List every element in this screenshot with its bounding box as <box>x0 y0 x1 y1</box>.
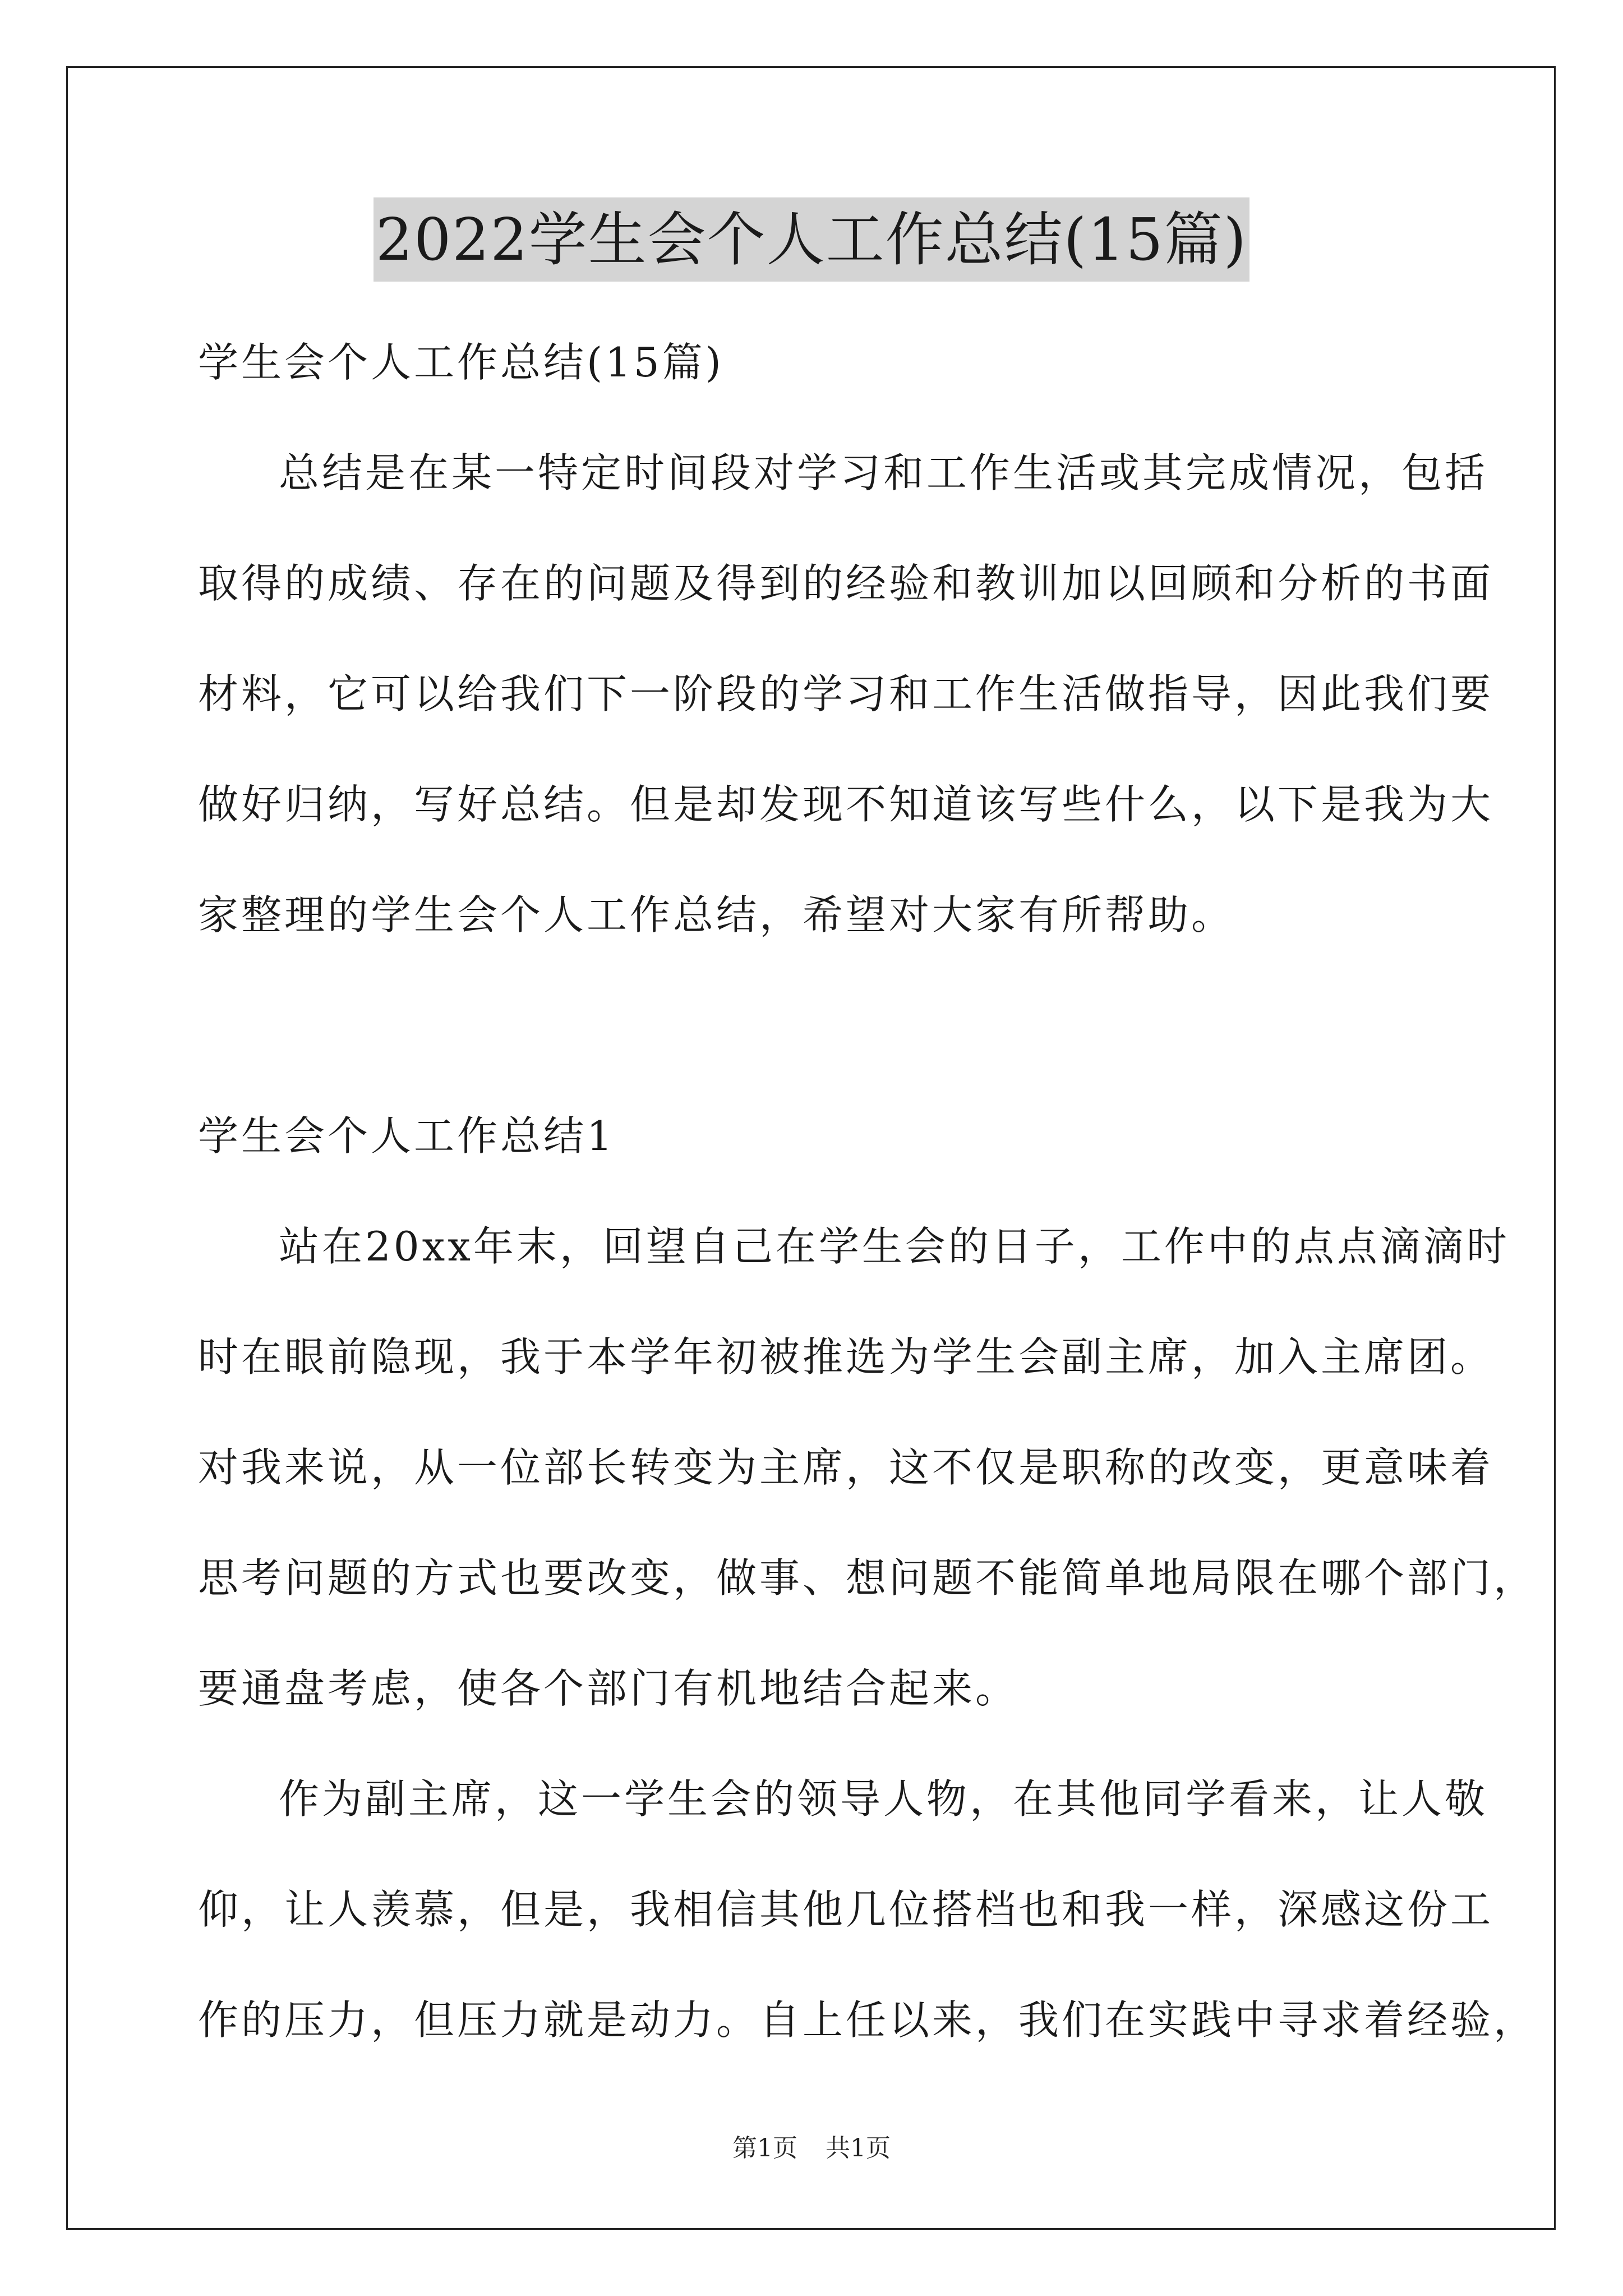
paragraph-line: 作为副主席，这一学生会的领导人物，在其他同学看来，让人敬 <box>279 1775 1488 1823</box>
intro-line: 取得的成绩、存在的问题及得到的经验和教训加以回顾和分析的书面 <box>198 560 1494 607</box>
paragraph-line: 作的压力，但压力就是动力。自上任以来，我们在实践中寻求着经验， <box>198 1996 1537 2044</box>
page-number: 第1页 <box>732 2134 797 2162</box>
intro-line: 做好归纳，写好总结。但是却发现不知道该写些什么，以下是我为大 <box>198 781 1494 828</box>
paragraph-line: 时在眼前隐现，我于本学年初被推选为学生会副主席，加入主席团。 <box>198 1333 1494 1381</box>
paragraph-line: 对我来说，从一位部长转变为主席，这不仅是职称的改变，更意味着 <box>198 1444 1494 1491</box>
title-container <box>0 197 1623 282</box>
paragraph-line: 仰，让人羡慕，但是，我相信其他几位搭档也和我一样，深感这份工 <box>198 1886 1494 1933</box>
document-body <box>198 307 1537 2076</box>
intro-line: 总结是在某一特定时间段对学习和工作生活或其完成情况，包括 <box>279 449 1488 496</box>
paragraph-line: 要通盘考虑，使各个部门有机地结合起来。 <box>198 1665 1019 1712</box>
page-total: 共1页 <box>826 2134 891 2162</box>
page-footer <box>0 2132 1623 2165</box>
intro-line: 材料，它可以给我们下一阶段的学习和工作生活做指导，因此我们要 <box>198 670 1494 717</box>
section-heading: 学生会个人工作总结1 <box>198 1112 615 1159</box>
section-spacer <box>198 970 1432 1081</box>
document-title: 2022学生会个人工作总结(15篇) <box>374 197 1249 282</box>
paragraph-line: 站在20xx年末，回望自己在学生会的日子，工作中的点点滴滴时 <box>279 1223 1510 1270</box>
intro-line: 家整理的学生会个人工作总结，希望对大家有所帮助。 <box>198 891 1235 938</box>
paragraph-line: 思考问题的方式也要改变，做事、想问题不能简单地局限在哪个部门， <box>198 1554 1537 1602</box>
subtitle: 学生会个人工作总结(15篇) <box>198 339 724 386</box>
